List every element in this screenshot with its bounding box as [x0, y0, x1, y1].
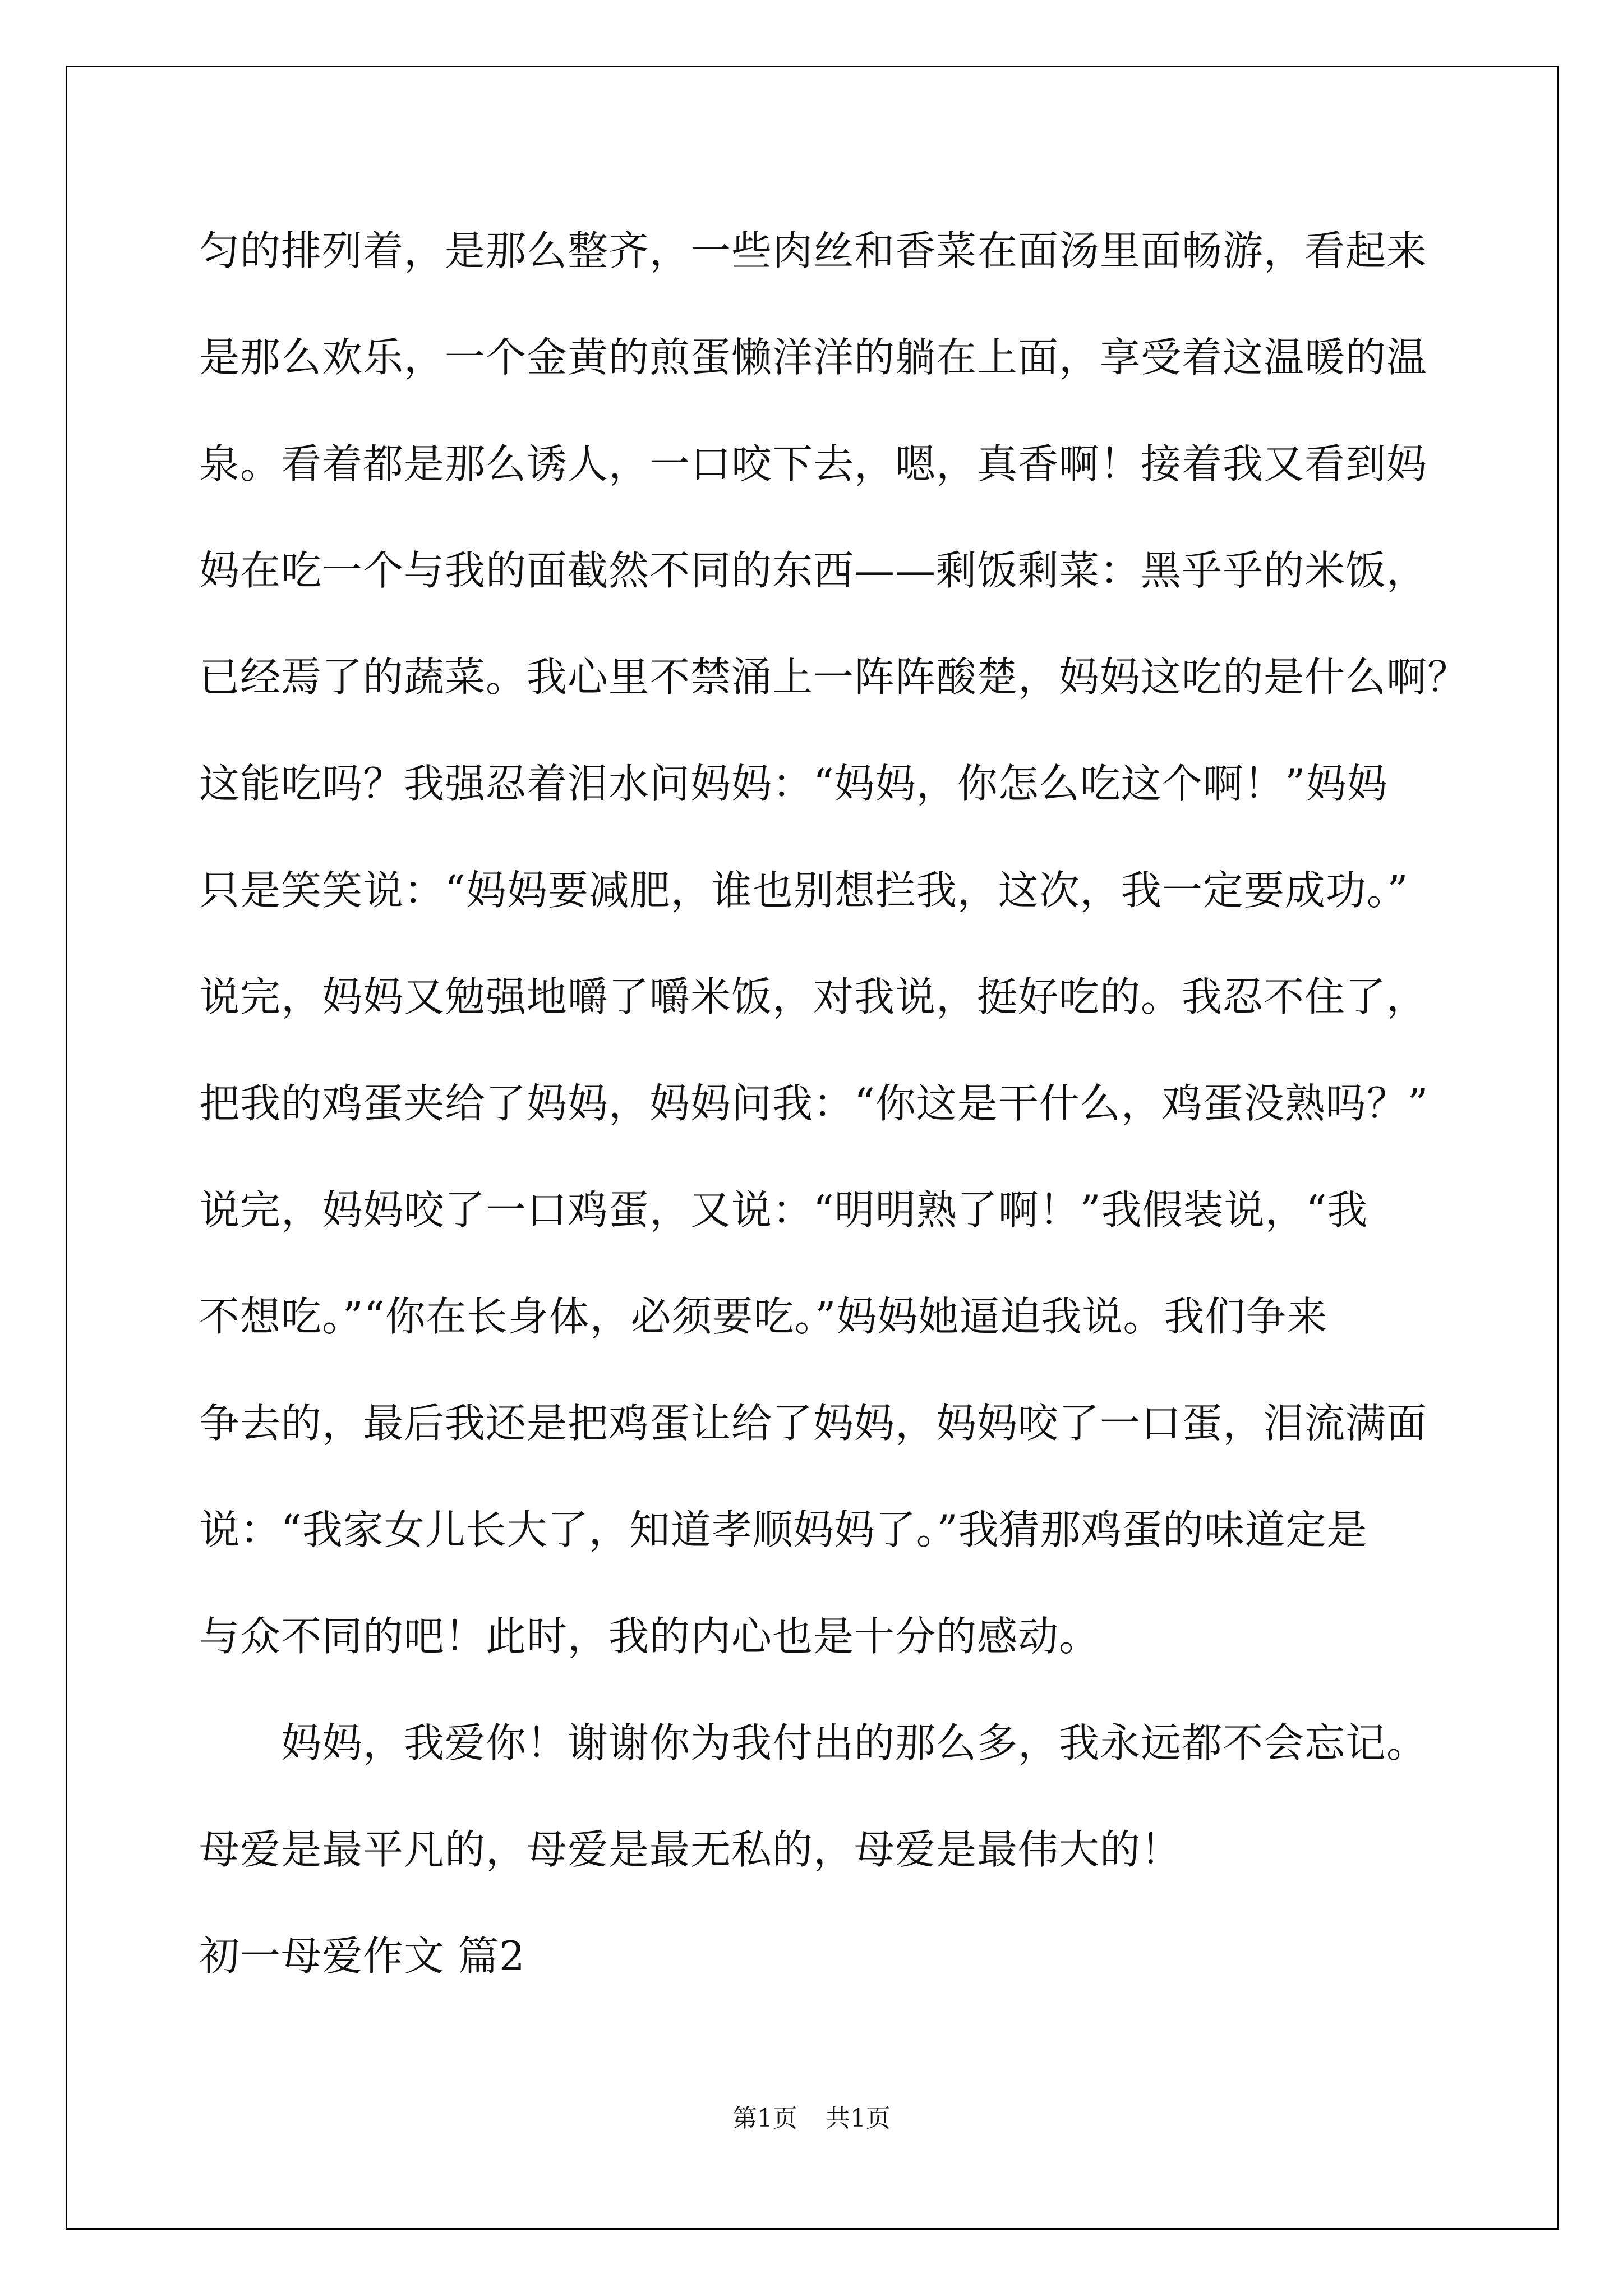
- page-footer: [0, 2098, 1623, 2134]
- page-total: 共1页: [826, 2104, 891, 2133]
- text-line: 是那么欢乐，一个金黄的煎蛋懒洋洋的躺在上面，享受着这温暖的温: [199, 334, 1428, 381]
- text-line: 匀的排列着，是那么整齐，一些肉丝和香菜在面汤里面畅游，看起来: [199, 227, 1428, 274]
- text-line: 母爱是最平凡的，母爱是最无私的，母爱是最伟大的！: [199, 1826, 1182, 1873]
- text-line: 只是笑笑说：“妈妈要减肥，谁也别想拦我，这次，我一定要成功。”: [199, 867, 1409, 914]
- page-number: 第1页: [732, 2104, 797, 2133]
- section-heading: 初一母爱作文 篇2: [199, 1932, 525, 1980]
- text-line: 不想吃。”“你在长身体，必须要吃。”妈妈她逼迫我说。我们争来: [199, 1293, 1328, 1340]
- text-line: 妈妈，我爱你！谢谢你为我付出的那么多，我永远都不会忘记。: [199, 1719, 1428, 1766]
- text-line: 说完，妈妈又勉强地嚼了嚼米饭，对我说，挺好吃的。我忍不住了，: [199, 973, 1428, 1020]
- text-line: 已经焉了的蔬菜。我心里不禁涌上一阵阵酸楚，妈妈这吃的是什么啊？: [199, 654, 1469, 701]
- text-line: 说完，妈妈咬了一口鸡蛋，又说：“明明熟了啊！”我假装说，“我: [199, 1186, 1368, 1234]
- document-body: [199, 220, 1469, 2032]
- text-line: 争去的，最后我还是把鸡蛋让给了妈妈，妈妈咬了一口蛋，泪流满面: [199, 1400, 1428, 1447]
- text-line: 妈在吃一个与我的面截然不同的东西——剩饭剩菜：黑乎乎的米饭，: [199, 547, 1428, 594]
- text-line: 把我的鸡蛋夹给了妈妈，妈妈问我：“你这是干什么，鸡蛋没熟吗？”: [199, 1080, 1429, 1127]
- text-line: 泉。看着都是那么诱人，一口咬下去，嗯，真香啊！接着我又看到妈: [199, 440, 1428, 487]
- text-line: 这能吃吗？我强忍着泪水问妈妈：“妈妈，你怎么吃这个啊！”妈妈: [199, 760, 1388, 807]
- text-line: 说：“我家女儿长大了，知道孝顺妈妈了。”我猜那鸡蛋的味道定是: [199, 1506, 1368, 1553]
- text-line: 与众不同的吧！此时，我的内心也是十分的感动。: [199, 1613, 1100, 1660]
